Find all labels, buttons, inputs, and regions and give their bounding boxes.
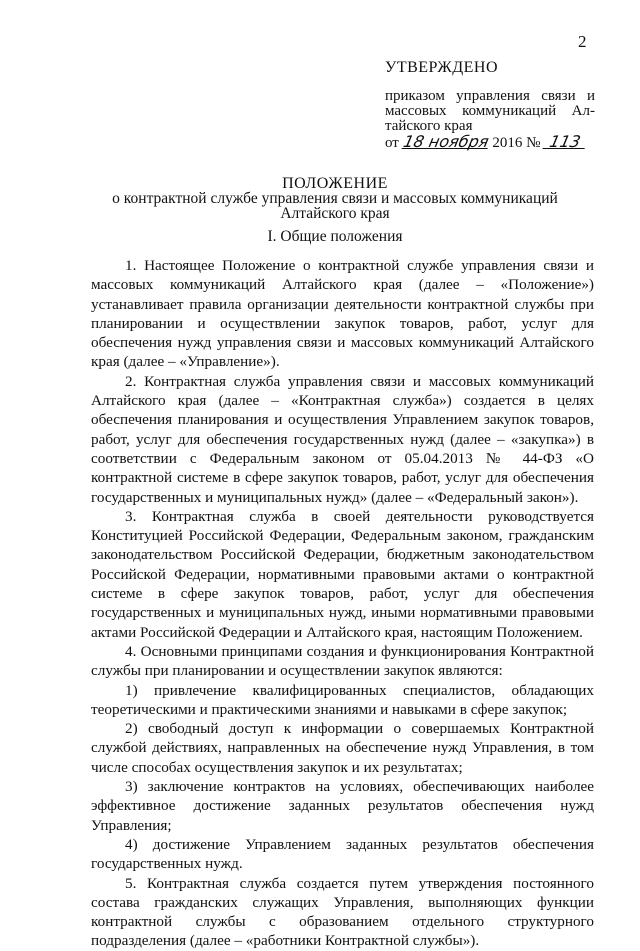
paragraph: 1. Настоящее Положение о контрактной службе управления связи и массовых коммуникаций Алтайского края (далее – «Положение») устанавливает правила организации деятельности контрактной службы при планировании и осуществлении закупок товаров, работ, услуг для обеспечения нужд управления связи и массовых коммуникаций Алтайского края (далее – «Управление»). (91, 257, 594, 371)
handwritten-date: 18 ноября (401, 132, 491, 151)
list-item: 3) заключение контрактов на условиях, обеспечивающих наиболее эффективное достижение заданных результатов обеспечения нужд Управления; (91, 778, 594, 834)
approval-date-line (385, 132, 595, 151)
year-number-label: 2016 № (492, 135, 541, 151)
handwritten-order-number: 113 (543, 135, 588, 149)
section-heading: I. Общие положения (267, 228, 403, 245)
paragraph: 4. Основными принципами создания и функционирования Контрактной службы при планировании и осуществлении закупок являются: (91, 642, 594, 680)
paragraph: 5. Контрактная служба создается путем утверждения постоянного состава гражданских служащих Управления, выполняющих функции контрактной службы с образованием отдельного структурного подразделения (далее – «работники Контрактной службы»). (91, 874, 594, 950)
list-item: 1) привлечение квалифицированных специалистов, обладающих теоретическими и практическими знаниями и навыками в сфере закупок; (91, 681, 594, 718)
approval-line: массовых коммуникаций Ал- (385, 103, 595, 119)
paragraph: 3. Контрактная служба в своей деятельности руководствуется Конституцией Российской Федерации, Федеральным законом, гражданским законодательством Российской Федерации, бюджетным законодательством Российской Федерации, нормативными правовыми актами о контрактной системе в сфере закупок товаров, работ, услуг для обеспечения государственных и муниципальных нужд, иными нормативными правовыми актами Российской Федерации и Алтайского края, настоящим Положением. (91, 507, 594, 641)
approval-stamp (385, 60, 595, 151)
approval-heading: УТВЕРЖДЕНО (385, 59, 499, 76)
document-title (100, 176, 570, 221)
date-prefix: от (385, 135, 399, 151)
page-number: 2 (578, 32, 587, 51)
title-line: ПОЛОЖЕНИЕ (282, 175, 388, 192)
title-line: Алтайского края (280, 205, 390, 222)
list-item: 4) достижение Управлением заданных результатов обеспечения государственных нужд. (91, 835, 594, 873)
list-item: 2) свободный доступ к информации о совершаемых Контрактной службой действиях, направленных на обеспечение нужд Управления, в том числе способах осуществления закупок и их результатах; (91, 720, 594, 776)
approval-line: тайского края (385, 118, 473, 134)
document-body (91, 256, 594, 951)
title-line: о контрактной службе управления связи и массовых коммуникаций (112, 190, 558, 207)
approval-line: приказом управления связи и (385, 88, 595, 104)
paragraph: 2. Контрактная служба управления связи и массовых коммуникаций Алтайского края (далее – «Контрактная служба») создается в целях обеспечения планирования и осуществления Управлением закупок товаров, работ, услуг для обеспечения государственных нужд (далее – «закупка») в соответствии с Федеральным законом от 05.04.2013 № 44-ФЗ «О контрактной системе в сфере закупок товаров, работ, услуг для обеспечения государственных и муниципальных нужд» (далее – «Федеральный закон»). (91, 372, 594, 506)
